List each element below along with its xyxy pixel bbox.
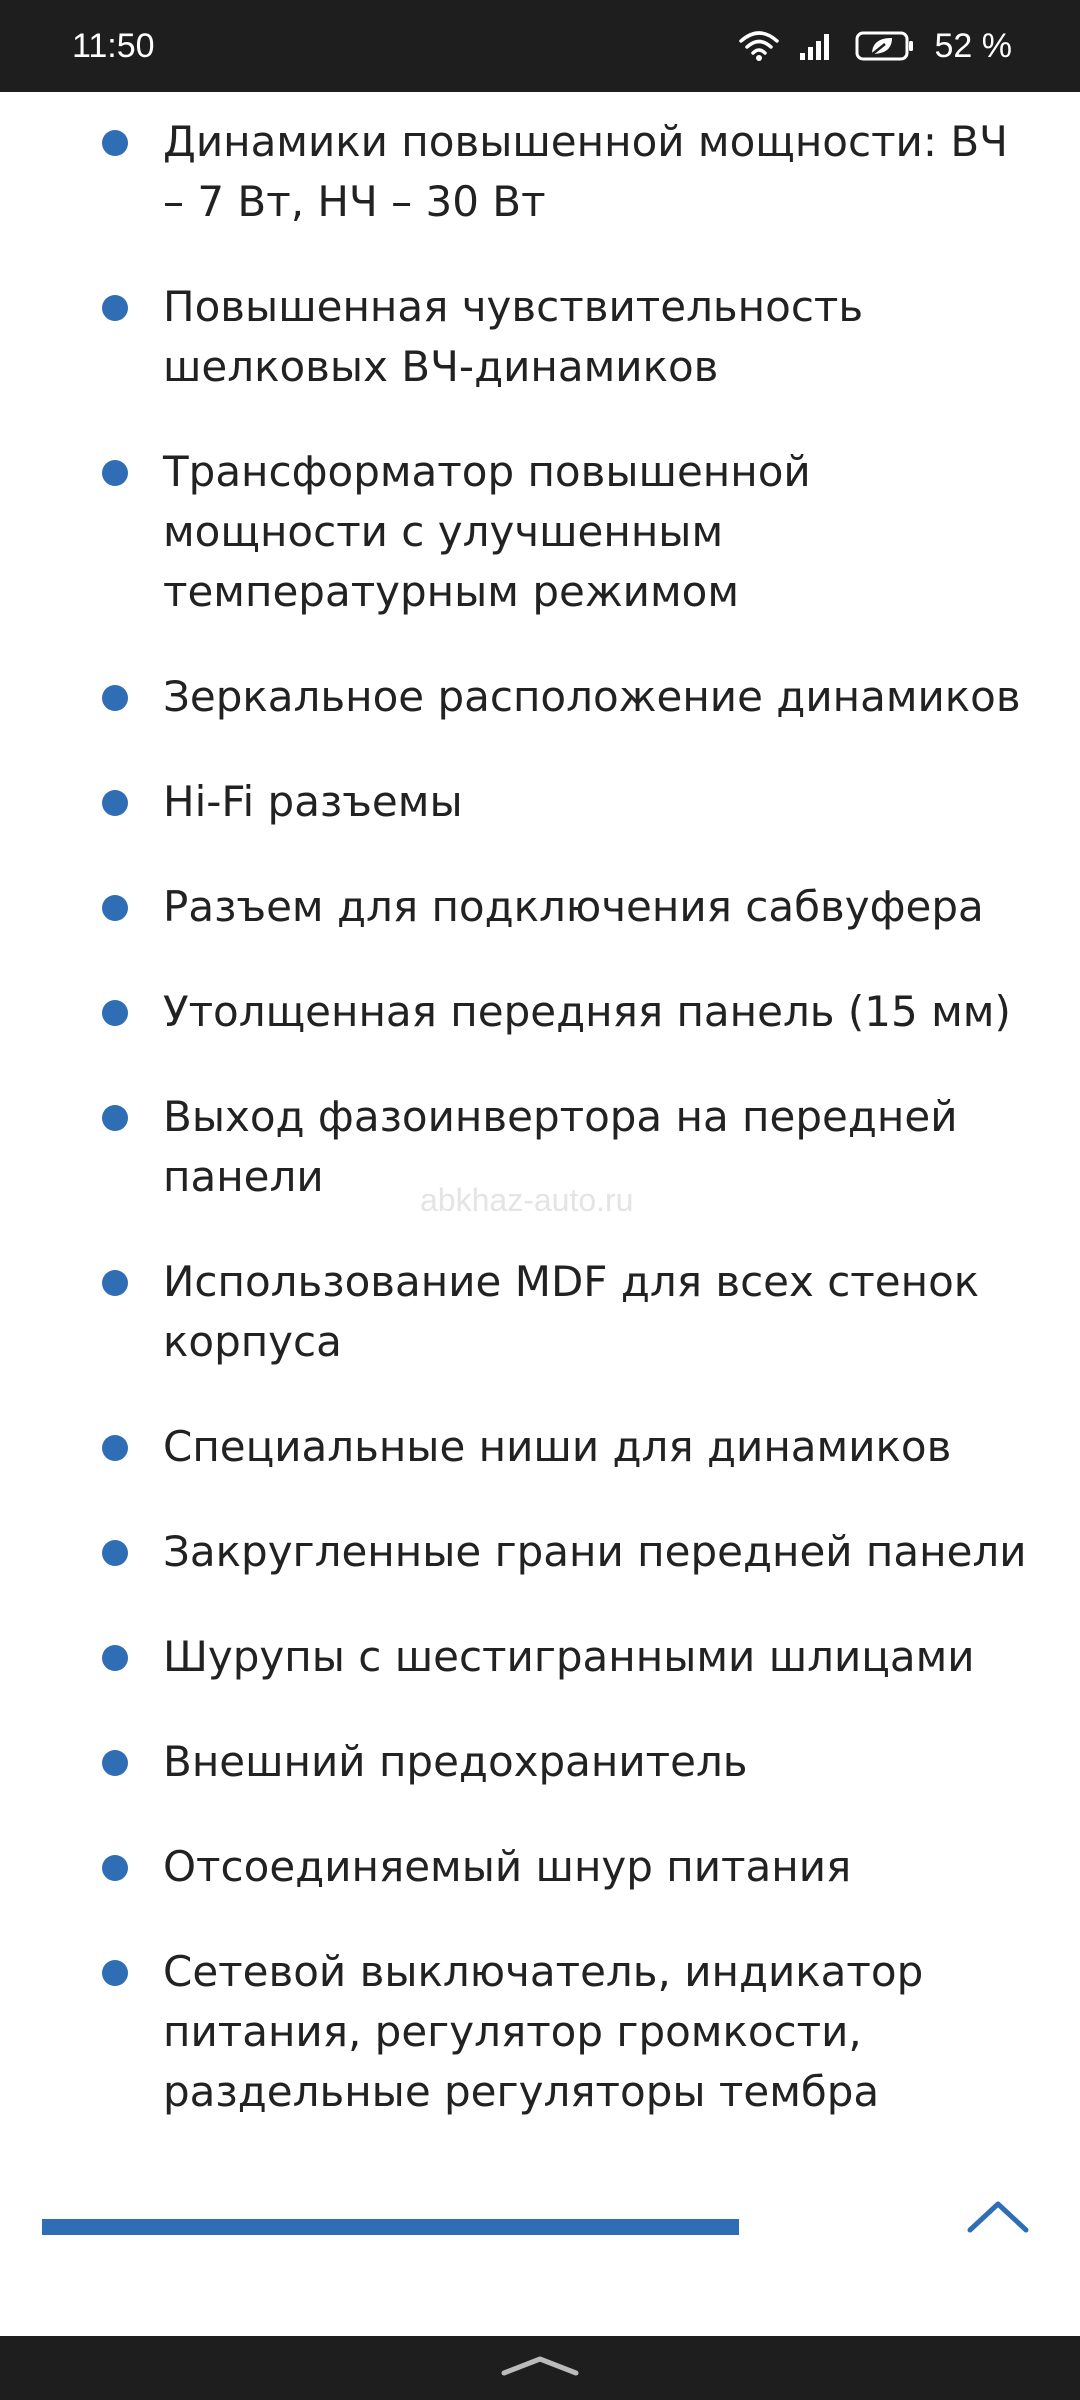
bullet-icon	[102, 1645, 128, 1671]
list-item	[0, 1252, 1080, 1372]
bullet-icon	[102, 1855, 128, 1881]
list-item	[0, 277, 1080, 397]
battery-percent: 52 %	[934, 26, 1012, 65]
list-item-text: Внешний предохранитель	[163, 1737, 748, 1786]
list-item	[0, 877, 1080, 937]
scroll-to-top-button[interactable]	[966, 2196, 1030, 2236]
chevron-up-icon	[966, 2198, 1030, 2234]
page-content[interactable]	[0, 92, 1080, 2302]
bullet-icon	[102, 790, 128, 816]
list-item	[0, 982, 1080, 1042]
bullet-icon	[102, 1540, 128, 1566]
list-item-text: Трансформатор повышенной мощности с улучшенным температурным режимом	[163, 447, 811, 616]
list-item	[0, 112, 1080, 232]
status-icons	[739, 27, 1013, 66]
gesture-handle-icon[interactable]	[500, 2353, 580, 2383]
bullet-icon	[102, 1105, 128, 1131]
list-item	[0, 667, 1080, 727]
list-item-text: Выход фазоинвертора на передней панели	[163, 1092, 958, 1201]
status-time: 11:50	[72, 26, 155, 65]
signal-icon	[799, 31, 835, 61]
wifi-icon	[739, 29, 779, 63]
bullet-icon	[102, 1270, 128, 1296]
bullet-icon	[102, 130, 128, 156]
bullet-icon	[102, 1000, 128, 1026]
list-item	[0, 772, 1080, 832]
list-item-text: Зеркальное расположение динамиков	[163, 672, 1021, 721]
bullet-icon	[102, 895, 128, 921]
watermark: abkhaz-auto.ru	[420, 1182, 634, 1218]
bullet-icon	[102, 460, 128, 486]
list-item	[0, 1627, 1080, 1687]
navigation-bar	[0, 2336, 1080, 2400]
bullet-icon	[102, 1960, 128, 1986]
list-item-text: Использование MDF для всех стенок корпуса	[163, 1257, 980, 1366]
list-item	[0, 442, 1080, 622]
list-item	[0, 1837, 1080, 1897]
list-item	[0, 1732, 1080, 1792]
bullet-icon	[102, 295, 128, 321]
list-item-text: Hi-Fi разъемы	[163, 777, 463, 826]
status-bar	[0, 0, 1080, 92]
list-item	[0, 1417, 1080, 1477]
list-item-text: Повышенная чувствительность шелковых ВЧ-динамиков	[163, 282, 864, 391]
list-item-text: Сетевой выключатель, индикатор питания, регулятор громкости, раздельные регуляторы тембра	[163, 1947, 924, 2116]
bullet-icon	[102, 685, 128, 711]
bullet-icon	[102, 1435, 128, 1461]
battery-saver-icon	[855, 30, 915, 62]
list-item-text: Разъем для подключения сабвуфера	[163, 882, 984, 931]
feature-list	[0, 112, 1080, 2167]
scroll-progress-bar	[42, 2219, 739, 2235]
list-item	[0, 1942, 1080, 2122]
list-item-text: Закругленные грани передней панели	[163, 1527, 1027, 1576]
list-item-text: Шурупы с шестигранными шлицами	[163, 1632, 975, 1681]
list-item-text: Специальные ниши для динамиков	[163, 1422, 952, 1471]
bullet-icon	[102, 1750, 128, 1776]
list-item-text: Отсоединяемый шнур питания	[163, 1842, 852, 1891]
list-item	[0, 1522, 1080, 1582]
list-item-text: Утолщенная передняя панель (15 мм)	[163, 987, 1011, 1036]
list-item-text: Динамики повышенной мощности: ВЧ – 7 Вт, НЧ – 30 Вт	[163, 117, 1008, 226]
